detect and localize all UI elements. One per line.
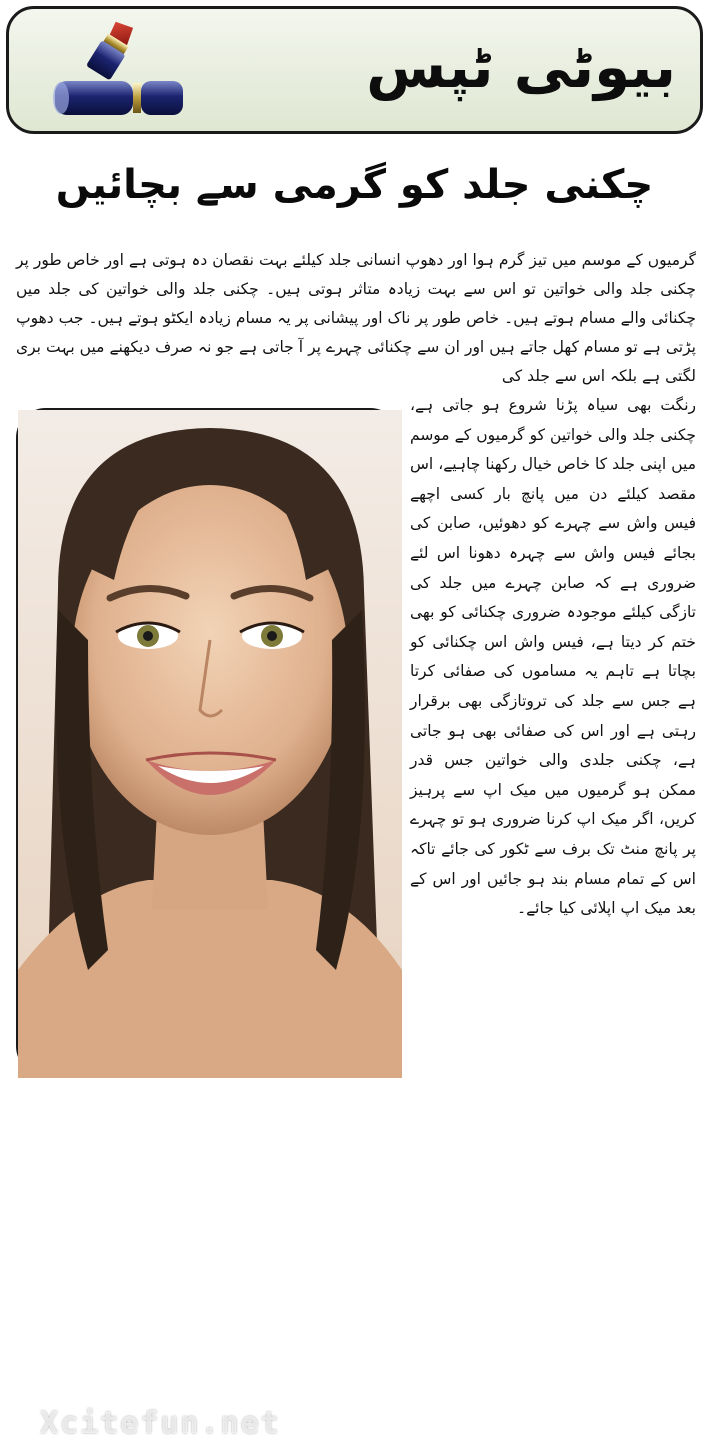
portrait-photo [16,408,400,1441]
article-intro: گرمیوں کے موسم میں تیز گرم ہوا اور دھوپ انسانی جلد کیلئے بہت نقصان دہ ہوتی ہے اور خاص طور پر چکنی جلد والی خواتین تو اس سے بہت زیادہ متاثر ہوتی ہیں۔ چکنی جلد والی خواتین کی جلد میں چکنائی والے مسام ہوتے ہیں۔ خاص طور پر ناک اور پیشانی پر یہ مسام زیادہ ایکٹو ہوتے ہیں۔ جب دھوپ پڑتی ہے تو مسام کھل جاتے ہیں اور ان سے چکنائی چہرے پر آ جاتی ہے جو نہ صرف دیکھنے میں بہت بری لگتی ہے بلکہ اس سے جلد کی [16,251,696,385]
article-headline: چکنی جلد کو گرمی سے بچائیں [55,162,654,208]
lipstick-icon [49,23,194,123]
woman-portrait-image [18,410,402,1078]
section-title: بیوٹی ٹپس [366,33,676,101]
watermark-text: Xcitefun.net [40,1406,281,1441]
article-body-column: رنگت بھی سیاہ پڑنا شروع ہو جاتی ہے، چکنی جلد والی خواتین کو گرمیوں کے موسم میں اپنی جلد کا خاص خیال رکھنا چاہیے، اس مقصد کیلئے دن میں پانچ بار کسی اچھے فیس واش سے چہرے کو دھوئیں، صابن کی بجائے فیس واش سے چہرہ دھونا اس لئے ضروری ہے کہ صابن چہرے میں جلد کی تازگی کیلئے موجودہ ضروری چکنائی کو بھی ختم کر دیتا ہے، فیس واش اس چکنائی کو بچاتا ہے تاہم یہ مساموں کی صفائی کرتا ہے جس سے جلد کی تروتازگی بھی برقرار رہتی ہے اور اس کی صفائی بھی ہو جاتی ہے، چکنی جلدی والی خواتین جس قدر ممکن ہو گرمیوں میں میک اپ سے پرہیز کریں، اگر میک اپ کرنا ضروری ہو تو چہرے پر پانچ منٹ تک برف سے ٹکور کی جائے تاکہ اس کے تمام مسام بند ہو جائیں اور اس کے بعد میک اپ اپلائی کیا جائے۔ [410,396,696,918]
header-banner [6,6,703,134]
